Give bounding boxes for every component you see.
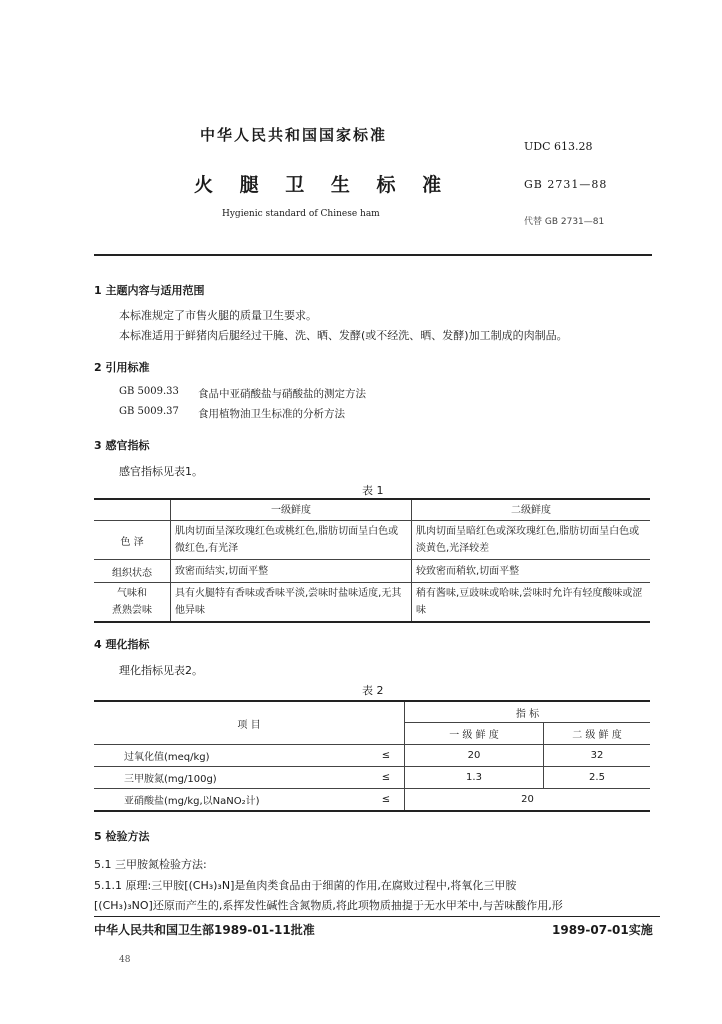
row-first-grade: 致密而结实,切面平整: [171, 560, 412, 583]
table-header-blank: [94, 499, 171, 521]
row-comparator: ≤: [368, 789, 405, 812]
row-first-grade: 1.3: [405, 767, 544, 789]
row-item: 过氧化值(meq/kg): [94, 745, 368, 767]
implementation-date: 1989-07-01实施: [552, 923, 653, 937]
ref-code: GB 5009.37: [119, 406, 179, 417]
header-rule: [94, 254, 652, 256]
row-item: 组织状态: [94, 560, 171, 583]
ref-title: 食用植物油卫生标准的分析方法: [198, 408, 345, 420]
section4-heading: 4 理化指标: [94, 638, 150, 651]
udc-code: UDC 613.28: [524, 140, 593, 153]
section1-paragraph2: 本标准适用于鲜猪肉后腿经过干腌、洗、晒、发酵(或不经洗、晒、发酵)加工制成的肉制品。: [119, 329, 568, 342]
table-header-first-grade: 一 级 鲜 度: [405, 723, 544, 745]
row-item: 亚硝酸盐(mg/kg,以NaNO₂计): [94, 789, 368, 812]
table-row: [94, 560, 650, 583]
ref-code: GB 5009.33: [119, 386, 179, 397]
section5-1-heading: 5.1 三甲胺氮检验方法:: [94, 858, 207, 871]
gb-code: GB 2731—88: [524, 178, 608, 191]
table-header-second-grade: 二级鲜度: [412, 499, 651, 521]
national-standard-label: 中华人民共和国国家标准: [200, 126, 388, 144]
ref-title: 食品中亚硝酸盐与硝酸盐的测定方法: [198, 388, 366, 400]
row-second-grade: 32: [544, 745, 651, 767]
row-first-grade: 具有火腿特有香味或香味平淡,尝味时盐味适度,无其他异味: [171, 583, 412, 623]
row-comparator: ≤: [368, 745, 405, 767]
row-second-grade: 稍有酱味,豆豉味或哈味,尝味时允许有轻度酸味或涩味: [412, 583, 651, 623]
section5-1-1-line1: 5.1.1 原理:三甲胺[(CH₃)₃N]是鱼肉类食品由于细菌的作用,在腐败过程中,将氧化三甲胺: [94, 879, 517, 892]
row-second-grade: 较致密而稍软,切面平整: [412, 560, 651, 583]
section1-heading: 1 主题内容与适用范围: [94, 284, 205, 297]
document-title: 火 腿 卫 生 标 准: [194, 174, 452, 196]
english-title: Hygienic standard of Chinese ham: [222, 209, 380, 219]
table-header-row: [94, 499, 650, 521]
physicochemical-table: [94, 700, 650, 812]
section3-intro: 感官指标见表1。: [119, 465, 203, 478]
row-first-grade: 20: [405, 745, 544, 767]
table-header-first-grade: 一级鲜度: [171, 499, 412, 521]
sensory-table: [94, 498, 650, 623]
table2-caption: 表 2: [362, 684, 384, 697]
row-comparator: ≤: [368, 767, 405, 789]
row-first-grade: 肌肉切面呈深玫瑰红色或桃红色,脂肪切面呈白色或微红色,有光泽: [171, 521, 412, 560]
page-number: 48: [119, 955, 131, 965]
table-header-second-grade: 二 级 鲜 度: [544, 723, 651, 745]
table-row: [94, 745, 650, 767]
row-merged-value: 20: [405, 789, 651, 812]
table1-caption: 表 1: [362, 484, 384, 497]
row-item: 色 泽: [94, 521, 171, 560]
table-row: [94, 789, 650, 812]
section5-heading: 5 检验方法: [94, 830, 150, 843]
approval-note: 中华人民共和国卫生部1989-01-11批准: [94, 923, 315, 937]
table-header-row: [94, 701, 650, 723]
table-header-index: 指 标: [405, 701, 651, 723]
section5-1-1-line2: [(CH₃)₃NO]还原而产生的,系挥发性碱性含氮物质,将此项物质抽提于无水甲苯中,与苦味酸作用,形: [94, 899, 563, 912]
replaces-note: 代替 GB 2731—81: [524, 217, 605, 227]
table-row: [94, 767, 650, 789]
row-second-grade: 肌肉切面呈暗红色或深玫瑰红色,脂肪切面呈白色或淡黄色,光泽较差: [412, 521, 651, 560]
row-item: 三甲胺氮(mg/100g): [94, 767, 368, 789]
section2-heading: 2 引用标准: [94, 361, 150, 374]
table-row: [94, 521, 650, 560]
section3-heading: 3 感官指标: [94, 439, 150, 452]
footer-rule: [94, 916, 660, 917]
section1-paragraph1: 本标准规定了市售火腿的质量卫生要求。: [119, 309, 317, 322]
table-header-item: 项 目: [94, 701, 405, 745]
table-row: [94, 583, 650, 623]
row-item: 气味和 煮熟尝味: [94, 583, 171, 623]
section4-intro: 理化指标见表2。: [119, 664, 203, 677]
row-second-grade: 2.5: [544, 767, 651, 789]
